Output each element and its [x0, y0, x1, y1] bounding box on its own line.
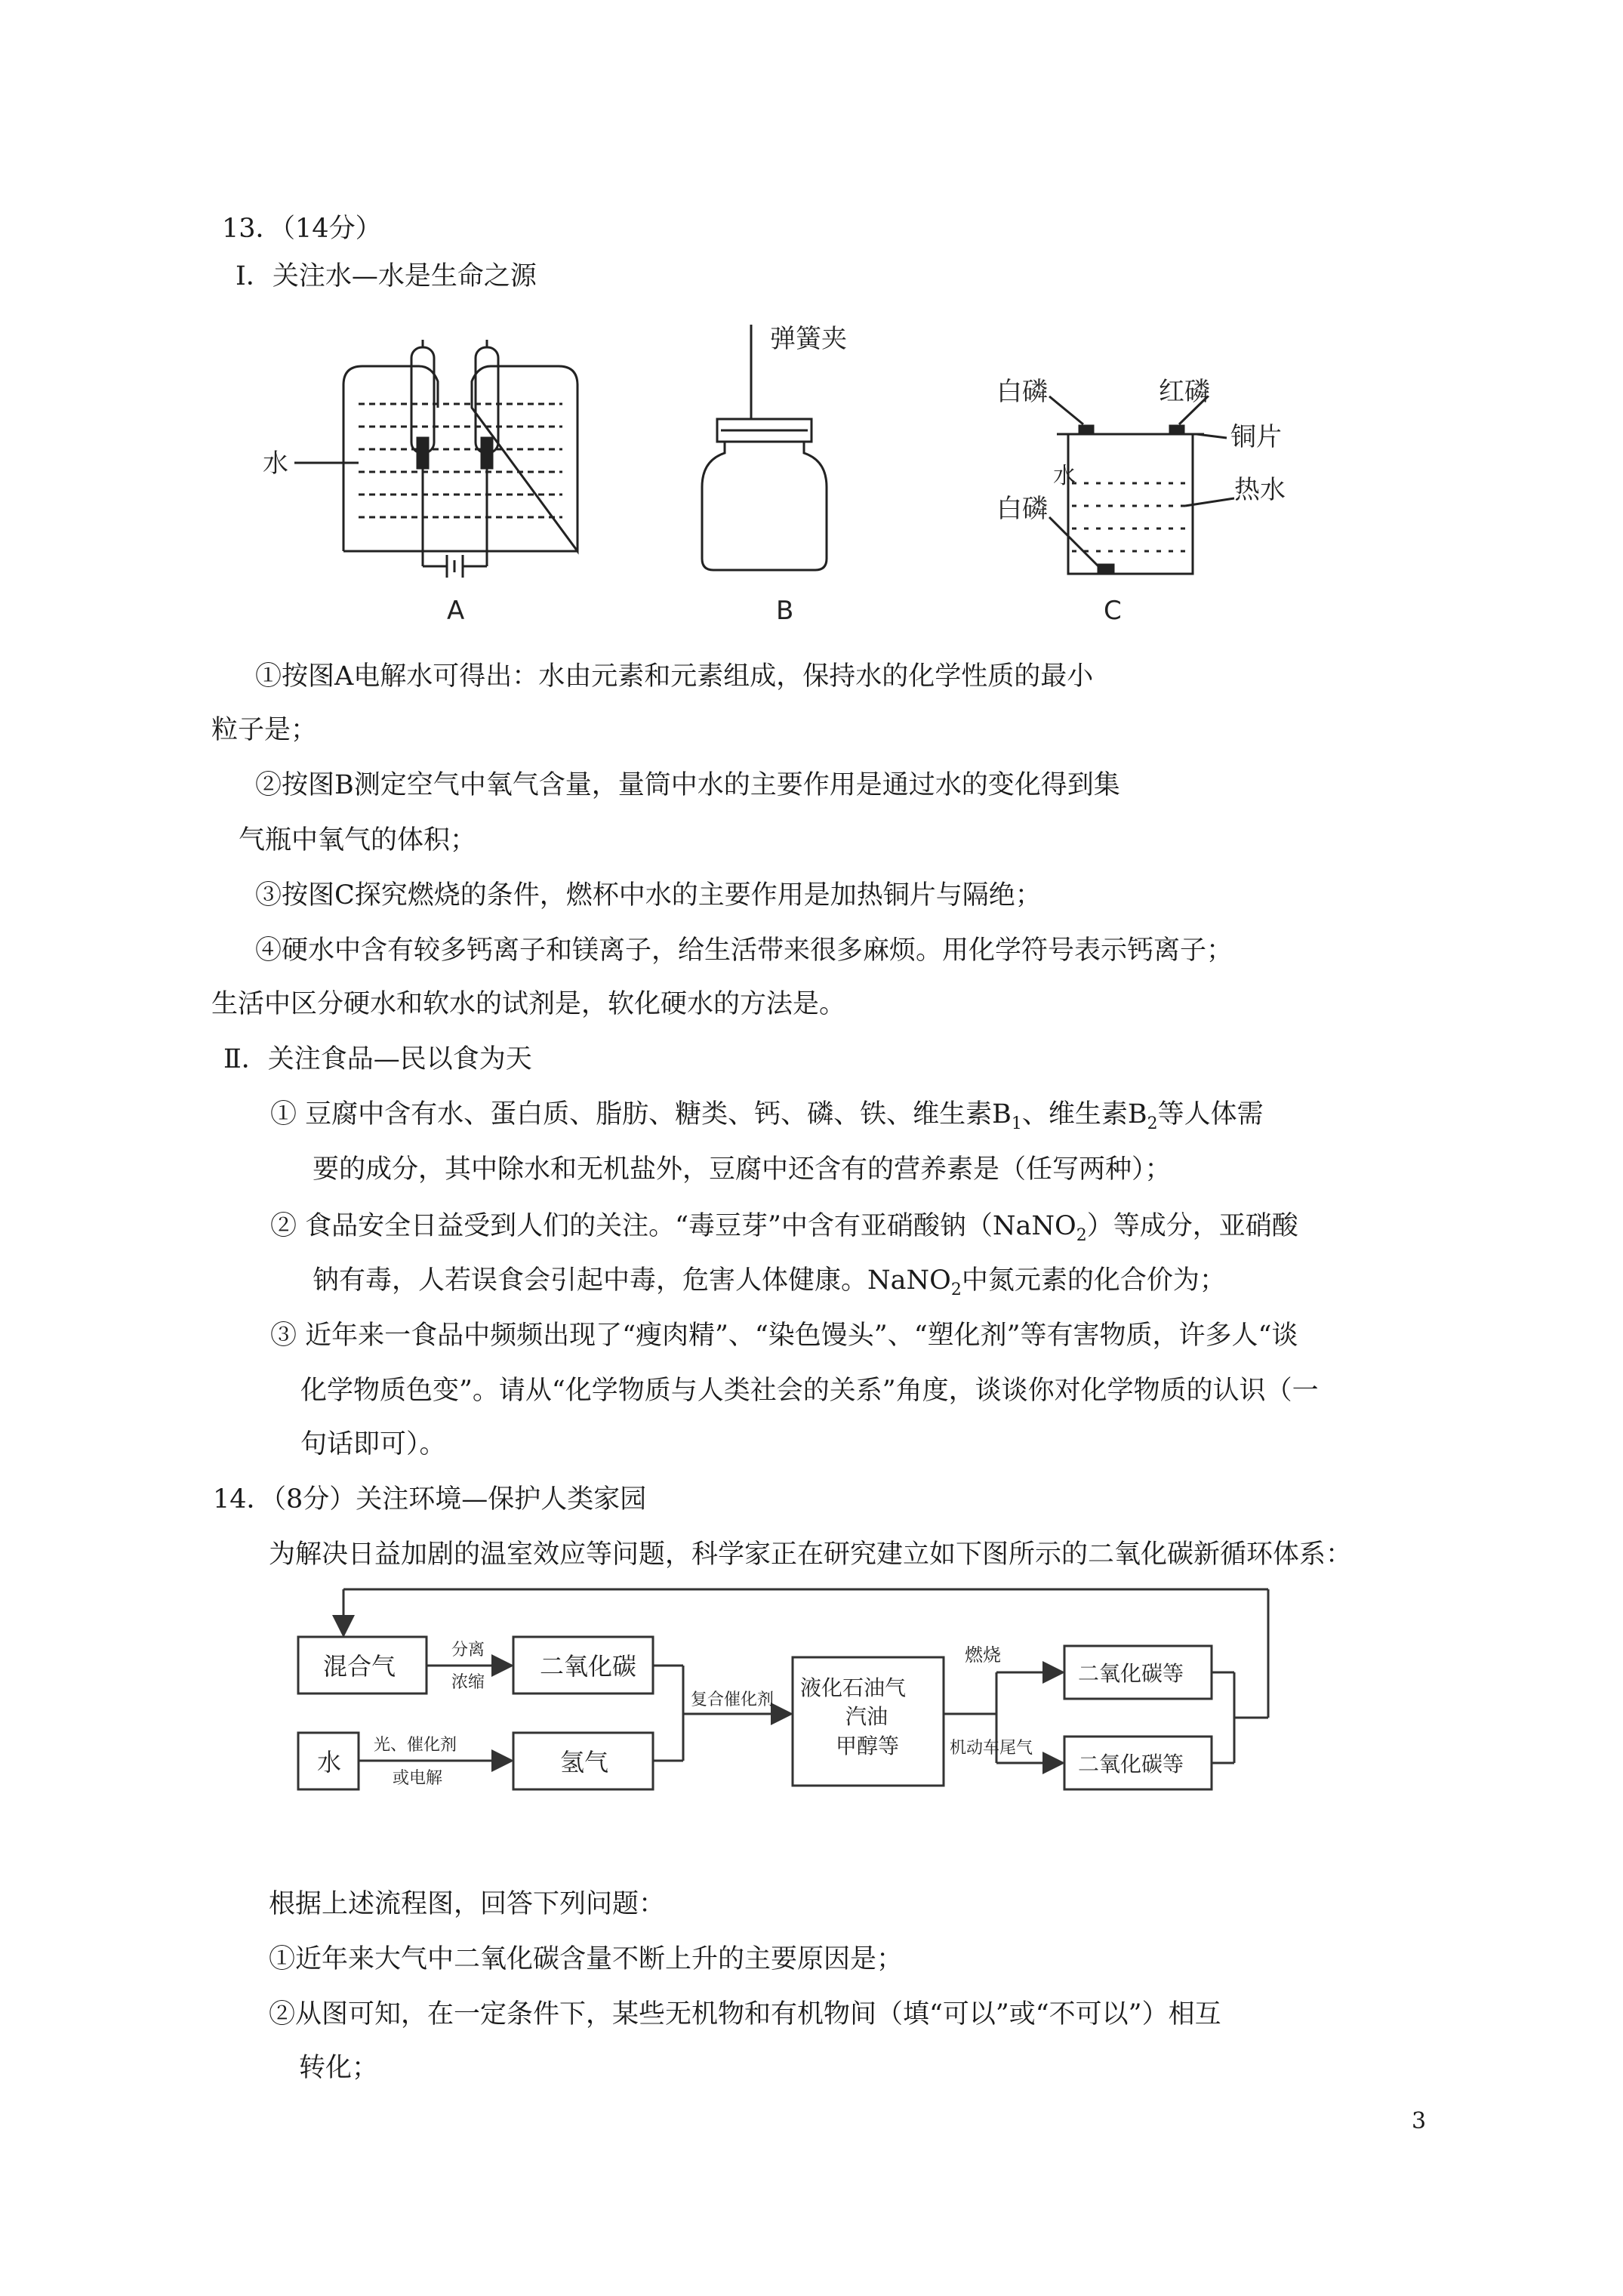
item3: ③按图C探究燃烧的条件，燃杯中水的主要作用是加热铜片与隔绝； [255, 880, 1042, 911]
p2-item2-line1: ② 食品安全日益受到人们的关注。“毒豆芽”中含有亚硝酸钠（NaNO$_2$）等成分，亚硝酸 [270, 1211, 1298, 1245]
q14-header: 14．（8分）关注环境—保护人类家园 [213, 1484, 647, 1515]
fig-a-water-label: 水 [263, 448, 288, 479]
item1-line2: 粒子是； [211, 715, 318, 745]
flow-co2: 二氧化碳 [540, 1652, 637, 1681]
q14-intro: 为解决日益加剧的温室效应等问题，科学家正在研究建立如下图所示的二氧化碳新循环体系： [269, 1539, 1353, 1570]
flow-water: 水 [317, 1748, 342, 1777]
figure-c-combustion [1049, 396, 1234, 574]
p2-item1-line1: ① 豆腐中含有水、蛋白质、脂肪、糖类、钙、磷、铁、维生素$B_1$、维生素$B_2$等人体需 [270, 1099, 1264, 1133]
flow-product-line2: 汽油 [845, 1704, 888, 1729]
item2-line1: ②按图B测定空气中氧气含量，量筒中水的主要作用是通过水的变化得到集 [255, 770, 1120, 800]
p2-item3-line2: 化学物质色变”。请从“化学物质与人类社会的关系”角度，谈谈你对化学物质的认识（一 [300, 1376, 1319, 1406]
part1-title: Ⅰ．关注水—水是生命之源 [236, 261, 537, 291]
figure-b-oxygen-test [702, 325, 827, 570]
p2-item1-line2: 要的成分，其中除水和无机盐外，豆腐中还含有的营养素是（任写两种）； [313, 1154, 1172, 1185]
page-number: 3 [1412, 2108, 1427, 2134]
q14-question-intro: 根据上述流程图，回答下列问题： [269, 1889, 666, 1919]
fig-c-red-p: 红磷 [1159, 377, 1210, 407]
item4-line1: ④硬水中含有较多钙离子和镁离子，给生活带来很多麻烦。用化学符号表示钙离子； [255, 935, 1233, 966]
fig-c-copper: 铜片 [1230, 422, 1282, 452]
item2-line2: 气瓶中氧气的体积； [239, 825, 477, 855]
flow-co2-etc-1: 二氧化碳等 [1078, 1661, 1184, 1686]
flow-mixed-gas: 混合气 [323, 1652, 396, 1681]
q14-q2-line1: ②从图可知，在一定条件下，某些无机物和有机物间（填“可以”或“不可以”）相互 [269, 1999, 1221, 2029]
fig-c-white-p-top: 白磷 [996, 377, 1048, 407]
fig-c-hot-water: 热水 [1234, 475, 1286, 505]
flow-electrolysis: 或电解 [393, 1769, 443, 1788]
flow-composite-catalyst: 复合催化剂 [691, 1690, 775, 1709]
figure-a-electrolysis [294, 340, 577, 578]
co2-cycle-flowchart [279, 1586, 1291, 1835]
fig-b-clip-label: 弹簧夹 [770, 325, 847, 354]
fig-b-water-label: 水 [1053, 463, 1076, 489]
fig-a-caption: A [447, 596, 465, 626]
part2-title: Ⅱ．关注食品—民以食为天 [223, 1044, 532, 1074]
flow-concentrate: 浓缩 [451, 1673, 485, 1692]
p2-item3-line3: 句话即可）。 [300, 1429, 446, 1459]
item4-line2: 生活中区分硬水和软水的试剂是，软化硬水的方法是。 [211, 989, 846, 1019]
flow-product-line1: 液化石油气 [800, 1675, 907, 1700]
flow-exhaust: 机动车尾气 [950, 1739, 1033, 1758]
q14-q2-line2: 转化； [299, 2053, 379, 2083]
flow-separate: 分离 [451, 1641, 485, 1660]
flow-burn: 燃烧 [965, 1644, 1001, 1666]
q14-q1: ①近年来大气中二氧化碳含量不断上升的主要原因是； [269, 1944, 904, 1974]
flow-light-catalyst: 光、催化剂 [374, 1736, 457, 1755]
p2-item2-line2: 钠有毒，人若误食会引起中毒，危害人体健康。NaNO$_2$中氮元素的化合价为； [313, 1265, 1226, 1299]
item1-line1: ①按图A电解水可得出：水由元素和元素组成，保持水的化学性质的最小 [255, 661, 1094, 692]
fig-b-caption: B [776, 596, 794, 626]
flow-product-line3: 甲醇等 [836, 1734, 900, 1758]
fig-c-white-p-bottom: 白磷 [996, 494, 1048, 524]
flow-hydrogen: 氢气 [560, 1748, 609, 1777]
flow-co2-etc-2: 二氧化碳等 [1078, 1752, 1184, 1777]
p2-item3-line1: ③ 近年来一食品中频频出现了“瘦肉精”、“染色馒头”、“塑化剂”等有害物质，许多人“谈 [270, 1321, 1298, 1351]
q13-header: 13．（14分） [222, 214, 382, 244]
figures-abc [249, 325, 1321, 627]
fig-c-caption: C [1104, 596, 1122, 626]
